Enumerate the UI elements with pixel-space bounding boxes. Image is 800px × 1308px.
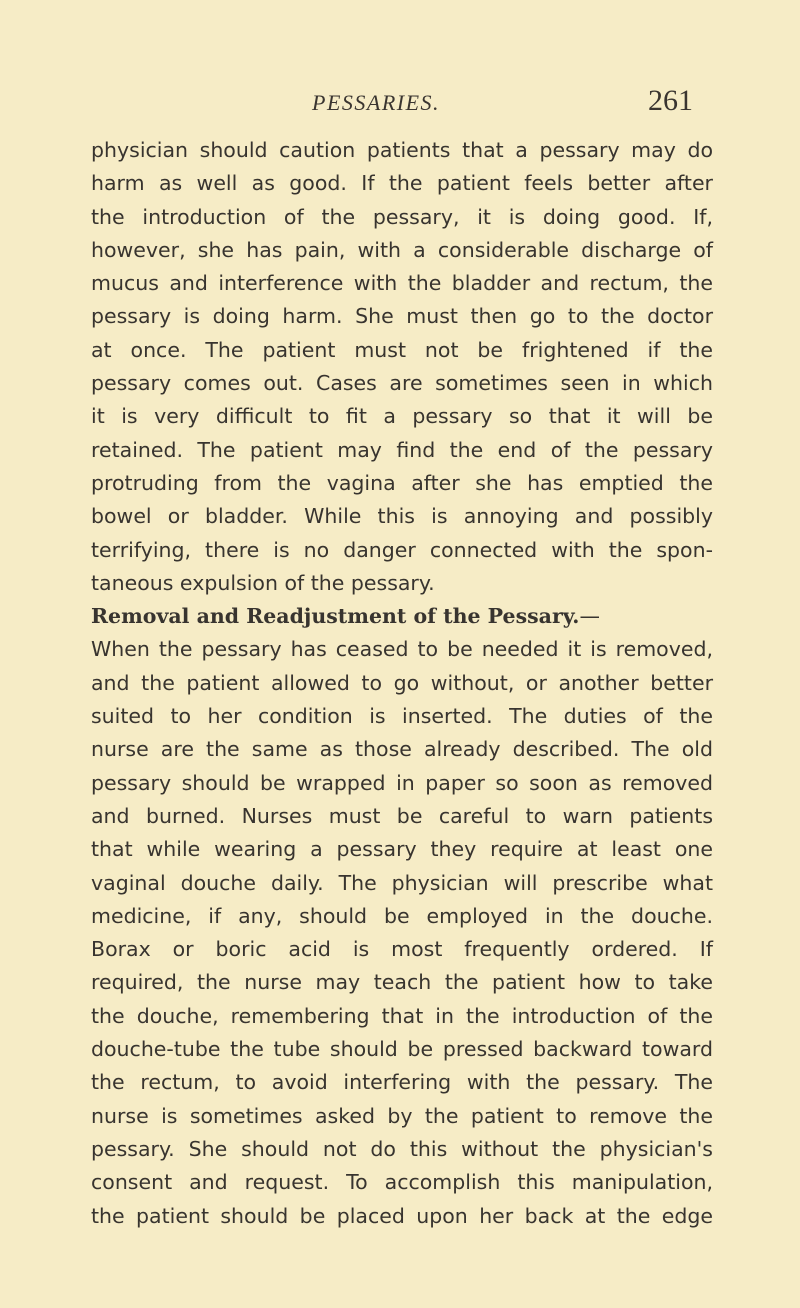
text-line: pessary comes out. Cases are sometimes seen in which xyxy=(91,371,713,396)
text-line: required, the nurse may teach the patient how to take xyxy=(91,970,713,995)
text-line: the patient should be placed upon her back at the edge xyxy=(91,1203,713,1228)
text-line: the rectum, to avoid interfering with the pessary. The xyxy=(91,1070,713,1095)
text-line: harm as well as good. If the patient feels better after xyxy=(91,171,713,196)
text-line: bowel or bladder. While this is annoying and possibly xyxy=(91,504,713,529)
text-line: at once. The patient must not be frightened if the xyxy=(91,337,713,362)
text-line: pessary. She should not do this without the physician's xyxy=(91,1136,713,1161)
section-heading: Removal and Readjustment of the Pessary. xyxy=(91,604,580,629)
text-line: retained. The patient may find the end of the pessary xyxy=(91,437,713,462)
text-line: When the pessary has ceased to be needed it is removed, xyxy=(91,637,713,662)
text-line: and the patient allowed to go without, or another better xyxy=(91,670,713,695)
text-line: taneous expulsion of the pessary. xyxy=(91,570,435,595)
text-line: suited to her condition is inserted. The duties of the xyxy=(91,704,713,729)
section-heading-line xyxy=(91,600,713,633)
text-line: consent and request. To accomplish this manipulation, xyxy=(91,1170,713,1195)
text-line: douche-tube the tube should be pressed backward toward xyxy=(91,1037,713,1062)
text-line: physician should caution patients that a pessary may do xyxy=(91,138,713,162)
text-line: pessary should be wrapped in paper so soon as removed xyxy=(91,770,713,795)
text-line: nurse are the same as those already described. The old xyxy=(91,737,713,762)
text-line: terrifying, there is no danger connected with the spon- xyxy=(91,537,713,562)
text-line: mucus and interference with the bladder and rectum, the xyxy=(91,271,713,296)
text-line: and burned. Nurses must be careful to warn patients xyxy=(91,803,713,828)
text-line: however, she has pain, with a considerable discharge of xyxy=(91,237,713,262)
text-line: it is very difficult to fit a pessary so that it will be xyxy=(91,404,713,429)
text-line: protruding from the vagina after she has emptied the xyxy=(91,470,713,495)
text-line: the douche, remembering that in the introduction of the xyxy=(91,1003,713,1028)
text-line: that while wearing a pessary they require at least one xyxy=(91,837,713,862)
text-line: pessary is doing harm. She must then go to the doctor xyxy=(91,304,713,329)
text-line: vaginal douche daily. The physician will prescribe what xyxy=(91,870,713,895)
running-head: PESSARIES. xyxy=(312,90,441,115)
text-line: Borax or boric acid is most frequently ordered. If xyxy=(91,937,713,962)
text-line: nurse is sometimes asked by the patient to remove the xyxy=(91,1103,713,1128)
section-heading-dash: — xyxy=(579,604,600,629)
text-line: the introduction of the pessary, it is doing good. If, xyxy=(91,204,713,229)
body-text xyxy=(91,134,713,1233)
page-number: 261 xyxy=(648,84,693,117)
text-line: medicine, if any, should be employed in the douche. xyxy=(91,903,713,928)
